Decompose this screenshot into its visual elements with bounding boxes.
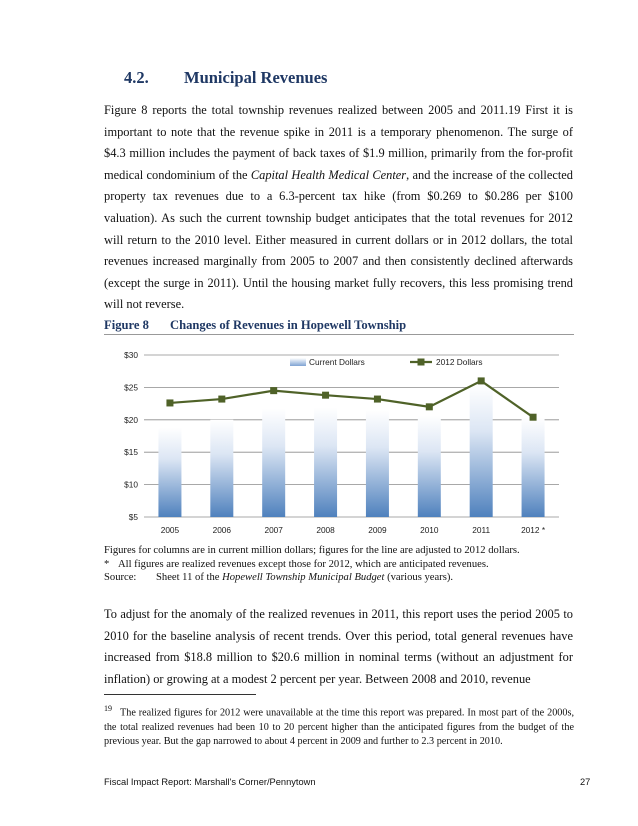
footnote-rule [104,694,256,695]
caption-note-text: All figures are realized revenues except those for 2012, which are anticipated revenues. [118,558,489,570]
source-text: Sheet 11 of the [156,572,223,583]
line-marker-2012-dollars [270,387,277,394]
line-marker-2012-dollars [166,399,173,406]
bar-current-dollars [470,385,493,517]
section-number: 4.2. [124,68,149,87]
x-tick-label: 2009 [368,525,387,535]
footnote-number: 19 [104,704,112,713]
revenue-chart [104,343,574,543]
x-tick-label: 2010 [420,525,439,535]
line-marker-2012-dollars [218,396,225,403]
bar-current-dollars [366,410,389,517]
line-marker-2012-dollars [426,403,433,410]
source-text: (various years). [384,572,453,583]
bar-current-dollars [262,409,285,517]
footnote [104,702,574,749]
bar-current-dollars [418,416,441,517]
caption-asterisk: * [104,558,110,570]
bar-current-dollars [314,407,337,517]
footnote-text: The realized figures for 2012 were unavailable at the time this report was prepared. In most part of the 2000s, the total realized revenues had been 10 to 20 percent higher than the anticipated figures from the budget of the previous year. But the gap narrowed to about 4 percent in 2009 and further to 2.3 percent in 2010. [104,707,574,747]
x-tick-label: 2012 * [521,525,546,535]
page-footer: Fiscal Impact Report: Marshall's Corner/Pennytown [104,777,316,787]
source-label: Source: [104,572,137,583]
y-tick-label: $20 [124,414,138,425]
body-paragraph-2: To adjust for the anomaly of the realized revenues in 2011, this report uses the period 2005 to 2010 for the baseline analysis of recent trends. Over this period, total general revenues have increased from $18.8 million to $20.6 million in nominal terms (without an adjustment for inflation) or growing at a modest 2 percent per year. Between 2008 and 2010, revenue [104,607,573,686]
caption-line-2 [104,558,584,572]
figure-title-rule [104,334,574,335]
legend-label-2012-dollars: 2012 Dollars [436,357,483,367]
legend-label-current-dollars: Current Dollars [309,357,365,367]
bar-current-dollars [158,428,181,517]
body-paragraph-1 [104,100,573,316]
bar-current-dollars [522,417,545,517]
figure-title [104,318,406,333]
section-title: Municipal Revenues [184,68,328,87]
paragraph-text: , and the increase of the collected property tax revenues due to a 6.3-percent tax hike (from $0.269 to $0.286 per $100 valuation). As such the current township budget anticipates that the total revenues for 2012 will return to the 2010 level. Either measured in current dollars or in 2012 dollars, the total revenues increased marginally from 2005 to 2007 and then consistently declined afterwards (except the surge in 2011). Until the housing market fully recovers, this less promising trend will not reverse. [104,167,573,312]
y-tick-label: $30 [124,350,138,360]
line-marker-2012-dollars [322,392,329,399]
figure-caption [104,544,584,585]
y-tick-label: $15 [124,447,138,458]
x-tick-label: 2006 [212,525,232,535]
x-tick-label: 2007 [264,525,283,535]
legend-swatch-current-dollars [290,358,306,366]
caption-line-1: Figures for columns are in current million dollars; figures for the line are adjusted to 2012 dollars. [104,545,520,556]
line-marker-2012-dollars [530,414,537,421]
x-tick-label: 2011 [472,525,491,535]
page-number: 27 [580,777,591,787]
caption-source [104,571,584,585]
x-tick-label: 2008 [316,525,335,535]
x-tick-label: 2005 [160,525,180,535]
legend-marker-2012-dollars [418,359,425,366]
y-tick-label: $25 [124,382,138,393]
paragraph-italic-text: Capital Health Medical Center [250,167,407,182]
paragraph-text: Figure 8 reports the total township revenues realized between 2005 and 2011.19 First it is important to note that the revenue spike in 2011 is a temporary phenomenon. The surge of $4.3 million includes the payment of back taxes of $1.9 million, primarily from the for-profit medical condominium of the [104,103,573,182]
figure-label: Figure 8 [104,318,149,332]
source-italic-text: Hopewell Township Municipal Budget [222,572,385,583]
bar-current-dollars [210,420,233,517]
line-marker-2012-dollars [374,396,381,403]
y-tick-label: $5 [128,512,138,522]
y-tick-label: $10 [124,479,138,490]
section-heading [124,68,327,88]
line-marker-2012-dollars [478,377,485,384]
figure-title-text: Changes of Revenues in Hopewell Township [170,318,407,332]
